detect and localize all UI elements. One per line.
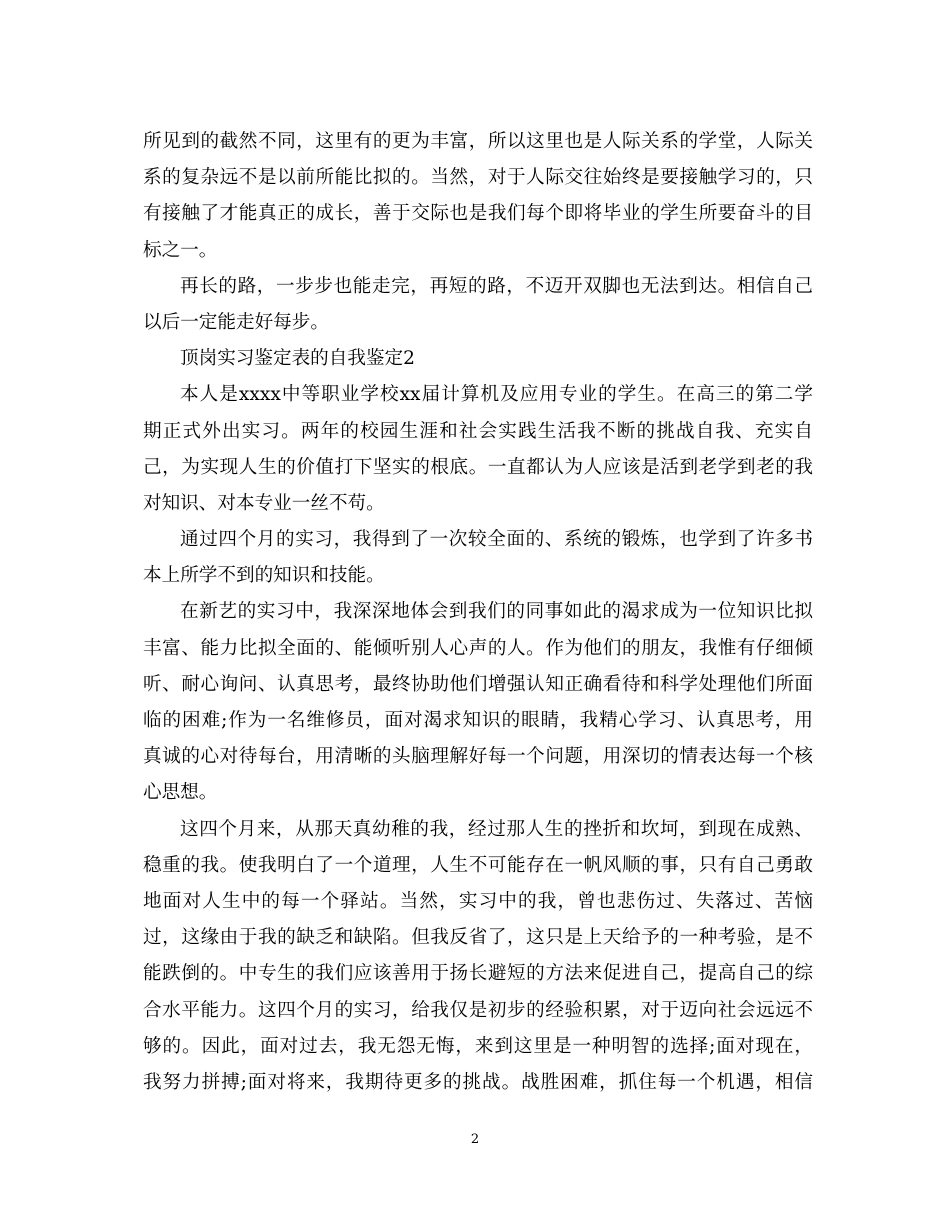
text-line: 期正式外出实习。两年的校园生涯和社会实践生活我不断的挑战自我、充实自 xyxy=(143,420,813,442)
text-line: 本人是xxxx中等职业学校xx届计算机及应用专业的学生。在高三的第二学 xyxy=(180,384,813,406)
document-body xyxy=(143,124,813,1101)
text-line: 有接触了才能真正的成长，善于交际也是我们每个即将毕业的学生所要奋斗的目 xyxy=(143,203,813,225)
text-line: 真诚的心对待每台，用清晰的头脑理解好每一个问题，用深切的情表达每一个核 xyxy=(143,746,813,768)
page-number: 2 xyxy=(470,1132,480,1147)
text-line: 过，这缘由于我的缺乏和缺陷。但我反省了，这只是上天给予的一种考验，是不 xyxy=(143,927,813,949)
text-line: 合水平能力。这四个月的实习，给我仅是初步的经验积累，对于迈向社会远远不 xyxy=(143,999,813,1021)
text-line: 稳重的我。使我明白了一个道理，人生不可能存在一帆风顺的事，只有自己勇敢 xyxy=(143,854,813,876)
text-line: 以后一定能走好每步。 xyxy=(143,311,329,333)
text-line: 听、耐心询问、认真思考，最终协助他们增强认知正确看待和科学处理他们所面 xyxy=(143,673,813,695)
text-line: 所见到的截然不同，这里有的更为丰富，所以这里也是人际关系的学堂，人际关 xyxy=(143,131,813,152)
text-line: 在新艺的实习中，我深深地体会到我们的同事如此的渴求成为一位知识比拟 xyxy=(180,601,813,623)
text-line: 己，为实现人生的价值打下坚实的根底。一直都认为人应该是活到老学到老的我 xyxy=(143,456,813,478)
text-line: 地面对人生中的每一个驿站。当然，实习中的我，曾也悲伤过、失落过、苦恼 xyxy=(143,890,813,912)
text-line: 对知识、对本专业一丝不苟。 xyxy=(143,492,385,514)
text-line: 通过四个月的实习，我得到了一次较全面的、系统的锻炼，也学到了许多书 xyxy=(180,529,813,551)
text-line: 这四个月来，从那天真幼稚的我，经过那人生的挫折和坎坷，到现在成熟、 xyxy=(180,818,813,840)
text-line: 能跌倒的。中专生的我们应该善用于扬长避短的方法来促进自己，提高自己的综 xyxy=(143,963,813,985)
text-line: 丰富、能力比拟全面的、能倾听别人心声的人。作为他们的朋友，我惟有仔细倾 xyxy=(143,637,813,659)
text-line: 临的困难;作为一名维修员，面对渴求知识的眼睛，我精心学习、认真思考，用 xyxy=(143,710,813,731)
text-line: 够的。因此，面对过去，我无怨无悔，来到这里是一种明智的选择;面对现在， xyxy=(143,1035,813,1057)
text-line: 再长的路，一步步也能走完，再短的路，不迈开双脚也无法到达。相信自己 xyxy=(180,275,813,297)
text-line: 心思想。 xyxy=(143,782,218,804)
text-line: 顶岗实习鉴定表的自我鉴定2 xyxy=(180,348,415,370)
text-line: 我努力拼搏;面对将来，我期待更多的挑战。战胜困难，抓住每一个机遇，相信 xyxy=(143,1071,813,1093)
text-line: 系的复杂远不是以前所能比拟的。当然，对于人际交往始终是要接触学习的，只 xyxy=(143,167,813,189)
text-line: 标之一。 xyxy=(143,239,218,261)
text-line: 本上所学不到的知识和技能。 xyxy=(143,565,385,587)
